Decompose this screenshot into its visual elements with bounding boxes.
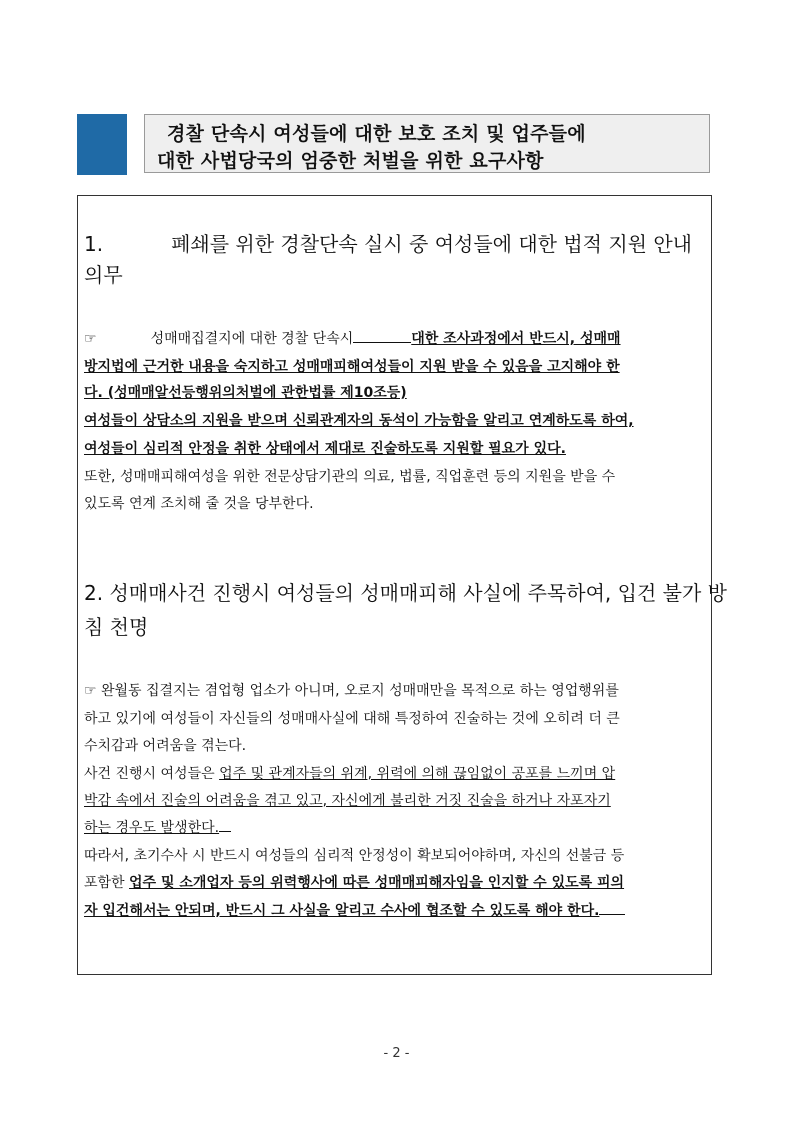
section2-heading-line2: 침 천명 [84,615,149,639]
section2-para-8: 포함한 업주 및 소개업자 등의 위력행사에 따른 성매매피해자임을 인지할 수 있도록 피의 [84,875,625,891]
section2-para-3: 수치감과 어려움을 겪는다. [84,738,247,754]
section1-para-7: 있도록 연계 조치해 줄 것을 당부한다. [84,496,314,512]
title-block [77,114,712,175]
section2-para-7: 따라서, 초기수사 시 반드시 여성들의 심리적 안정성이 확보되어야하며, 자신의 선불금 등 [84,848,625,864]
section2-para-9: 자 입건해서는 안되며, 반드시 그 사실을 알리고 수사에 협조할 수 있도록 해야 한다. [84,900,625,920]
title-line-1: 경찰 단속시 여성들에 대한 보호 조치 및 업주들에 [167,123,586,145]
section1-heading-line1 [84,228,692,257]
section1-heading-line2: 의무 [84,263,123,287]
section2-para-1: ☞ 완월동 집결지는 겸업형 업소가 아니며, 오로지 성매매만을 목적으로 하는 영업행위를 [84,683,619,699]
title-line-2: 대한 사법당국의 엄중한 처벌을 위한 요구사항 [157,150,544,172]
section1-para-1: ☞ 성매매집결지에 대한 경찰 단속시 대한 조사과정에서 반드시, 성매매 [84,331,621,347]
section1-para-2: 방지법에 근거한 내용을 숙지하고 성매매피해여성들이 지원 받을 수 있음을 고지해야 한 [84,359,620,375]
page-number: - 2 - [383,1046,410,1061]
section2-para-6: 하는 경우도 발생한다. [84,817,231,837]
section2-para-2: 하고 있기에 여성들이 자신들의 성매매사실에 대해 특정하여 진술하는 것에 오히려 더 큰 [84,711,620,727]
section1-para-3: 다. (성매매알선등행위의처벌에 관한법률 제10조등) [84,385,407,401]
section1-number: 1. [84,232,104,256]
section2-para-4: 사건 진행시 여성들은 업주 및 관계자들의 위계, 위력에 의해 끊임없이 공포를 느끼며 압 [84,766,616,782]
section1-para-5: 여성들이 심리적 안정을 취한 상태에서 제대로 진술하도록 지원할 필요가 있다. [84,441,566,457]
pointer-icon: ☞ [84,331,97,347]
title-accent-square [77,114,127,175]
title-box [144,114,710,173]
section1-heading-text: 폐쇄를 위한 경찰단속 실시 중 여성들에 대한 법적 지원 안내 [171,232,692,256]
section2-para-5: 박감 속에서 진술의 어려움을 겪고 있고, 자신에게 불리한 거짓 진술을 하거나 자포자기 [84,793,611,809]
section2-heading-line1: 2. 성매매사건 진행시 여성들의 성매매피해 사실에 주목하여, 입건 불가 방 [84,581,727,605]
section1-para-6: 또한, 성매매피해여성을 위한 전문상담기관의 의료, 법률, 직업훈련 등의 지원을 받을 수 [84,469,616,485]
section1-para-4: 여성들이 상담소의 지원을 받으며 신뢰관계자의 동석이 가능함을 알리고 연계하도록 하여, [84,413,634,429]
